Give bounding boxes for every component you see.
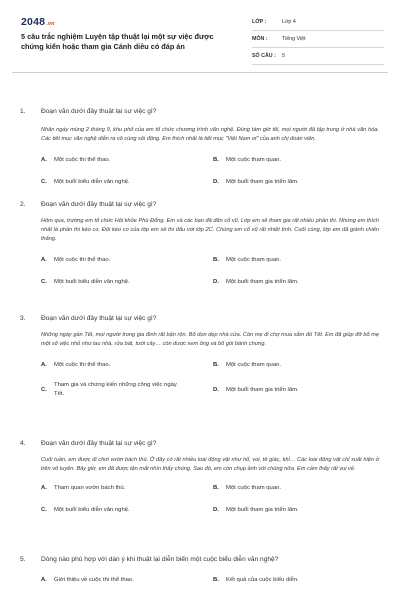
question-text: Đoạn văn dưới đây thuật lại sự việc gì?	[41, 108, 157, 115]
question-header	[20, 556, 382, 566]
answer-option-a[interactable]	[41, 156, 110, 165]
question-number: 1.	[20, 108, 26, 115]
answer-options	[41, 357, 379, 413]
question-2	[20, 201, 382, 290]
question-number: 5.	[20, 556, 26, 563]
question-passage: Hôm qua, trường em tổ chức Hội khỏe Phù Đổng. Em và các bạn đã đến cổ vũ. Lớp em sẽ tham gia rất nhiều phần thi. Nhưng em thích nhất là phần thi kéo co. Đội kéo co của lớp em sẽ thi đấu với lớp 2C. Chúng em cổ vũ rất nhiệt tình. Cuối cùng, lớp em đã giành chiến thắng.	[41, 218, 379, 242]
question-number: 4.	[20, 440, 26, 447]
option-label: C.	[41, 386, 47, 393]
meta-label: LỚP :	[252, 19, 267, 25]
option-label: B.	[213, 485, 219, 492]
option-text: Một buổi tham gia triển lãm.	[226, 279, 299, 285]
question-header	[20, 440, 382, 450]
option-text: Một cuộc tham quan.	[226, 362, 282, 368]
option-text: Tham gia và chứng kiến những công việc ngày Tết.	[54, 382, 177, 397]
meta-row-subject	[252, 31, 384, 48]
option-label: D.	[213, 179, 219, 186]
option-label: A.	[41, 485, 47, 492]
quiz-meta	[252, 14, 384, 65]
meta-value: Tiếng Việt	[282, 36, 306, 42]
answer-option-b[interactable]	[213, 256, 281, 265]
option-text: Một buổi biểu diễn văn nghệ.	[54, 279, 130, 285]
option-label: A.	[41, 577, 47, 584]
answer-option-b[interactable]	[213, 576, 299, 585]
question-header	[20, 108, 382, 118]
option-label: A.	[41, 157, 47, 164]
answer-option-a[interactable]	[41, 576, 134, 585]
option-text: Một cuộc thi thể thao.	[54, 157, 111, 163]
option-text: Một buổi biểu diễn văn nghệ.	[54, 507, 130, 513]
option-label: A.	[41, 362, 47, 369]
option-text: Một cuộc thi thể thao.	[54, 257, 111, 263]
site-logo[interactable]	[21, 16, 55, 28]
answer-option-a[interactable]	[41, 361, 110, 370]
question-number: 3.	[20, 315, 26, 322]
option-label: B.	[213, 577, 219, 584]
question-number: 2.	[20, 201, 26, 208]
option-text: Một cuộc tham quan.	[226, 257, 282, 263]
logo-text: 2048	[21, 16, 46, 28]
meta-label: SỐ CÂU :	[252, 53, 276, 59]
header-divider	[12, 72, 388, 73]
answer-options	[41, 576, 379, 590]
answer-option-c[interactable]	[41, 278, 130, 287]
question-4	[20, 440, 382, 518]
option-label: A.	[41, 257, 47, 264]
header	[0, 0, 400, 72]
answer-option-c[interactable]	[41, 381, 182, 398]
question-text: Đoạn văn dưới đây thuật lại sự việc gì?	[41, 440, 157, 447]
option-text: Một buổi tham gia triển lãm.	[226, 179, 299, 185]
answer-option-d[interactable]	[213, 386, 299, 395]
option-label: B.	[213, 157, 219, 164]
answer-option-b[interactable]	[213, 484, 281, 493]
option-text: Một buổi tham gia triển lãm.	[226, 507, 299, 513]
meta-value: 5	[282, 53, 285, 59]
question-passage: Những ngày gần Tết, mọi người trong gia đình rất bận rộn. Bố dọn dẹp nhà cửa. Còn mẹ đi chợ mua sắm đồ Tết. Em đã giúp đỡ bố mẹ một số việc nhỏ như lau nhà, rửa bát, tưới cây… còn được xem ông và bố gói bánh chưng.	[41, 332, 379, 347]
meta-label: MÔN :	[252, 36, 268, 42]
question-header	[20, 315, 382, 325]
answer-option-b[interactable]	[213, 156, 281, 165]
option-text: Một cuộc tham quan.	[226, 485, 282, 491]
question-text: Đoạn văn dưới đây thuật lại sự việc gì?	[41, 315, 157, 322]
question-header	[20, 201, 382, 211]
option-label: C.	[41, 179, 47, 186]
option-label: D.	[213, 387, 219, 394]
option-label: D.	[213, 279, 219, 286]
answer-option-b[interactable]	[213, 361, 281, 370]
answer-option-c[interactable]	[41, 178, 130, 187]
meta-row-count	[252, 48, 384, 65]
option-text: Giới thiệu về cuộc thi thể thao.	[54, 577, 134, 583]
option-text: Một cuộc thi thể thao.	[54, 362, 111, 368]
option-label: D.	[213, 507, 219, 514]
answer-options	[41, 254, 379, 290]
option-label: B.	[213, 257, 219, 264]
answer-option-c[interactable]	[41, 506, 130, 515]
answer-option-d[interactable]	[213, 178, 299, 187]
option-text: Tham quan vườn bách thú.	[54, 485, 126, 491]
meta-row-grade	[252, 14, 384, 31]
option-label: C.	[41, 507, 47, 514]
answer-option-a[interactable]	[41, 484, 125, 493]
question-1	[20, 108, 382, 190]
option-text: Một cuộc tham quan.	[226, 157, 282, 163]
question-text: Dòng nào phù hợp với dàn ý khi thuật lại diễn biến một cuộc biểu diễn văn nghệ?	[41, 556, 279, 563]
answer-options	[41, 154, 379, 190]
answer-option-d[interactable]	[213, 506, 299, 515]
logo-suffix: .vn	[46, 21, 55, 27]
option-text: Một buổi biểu diễn văn nghệ.	[54, 179, 130, 185]
question-5	[20, 556, 382, 590]
question-3	[20, 315, 382, 413]
question-text: Đoạn văn dưới đây thuật lại sự việc gì?	[41, 201, 157, 208]
answer-option-d[interactable]	[213, 278, 299, 287]
question-passage: Nhân ngày mùng 2 tháng 9, khu phố của em tổ chức chương trình văn nghệ. Đúng tám giờ tối, mọi người đã tập trung ở nhà văn hóa. Các tiết mục văn nghệ diễn ra vô cùng sôi động. Em thích nhất là tiết mục "Việt Nam ơi" của anh chị đoàn viên.	[41, 127, 379, 142]
option-text: Kết quả của cuộc biểu diễn.	[226, 577, 299, 583]
question-passage: Cuối tuần, em được đi chơi vườn bách thú. Ở đây có rất nhiều loài động vật như hổ, voi, tê giác, khỉ… Các loài động vật chỉ xuất hiện ở trên vô tuyến. Bây giờ, em đã được tận mắt nhìn thấy chúng. Sau đó, em còn chụp ảnh với chúng nữa. Em cảm thấy rất vui vẻ.	[41, 457, 379, 472]
option-label: C.	[41, 279, 47, 286]
meta-value: Lớp 4	[282, 19, 296, 25]
answer-option-a[interactable]	[41, 256, 110, 265]
answer-options	[41, 482, 379, 518]
option-text: Một buổi tham gia triển lãm.	[226, 387, 299, 393]
page-title: 5 câu trắc nghiệm Luyện tập thuật lại một sự việc được chứng kiến hoặc tham gia Cánh diều có đáp án	[21, 32, 214, 51]
option-label: B.	[213, 362, 219, 369]
